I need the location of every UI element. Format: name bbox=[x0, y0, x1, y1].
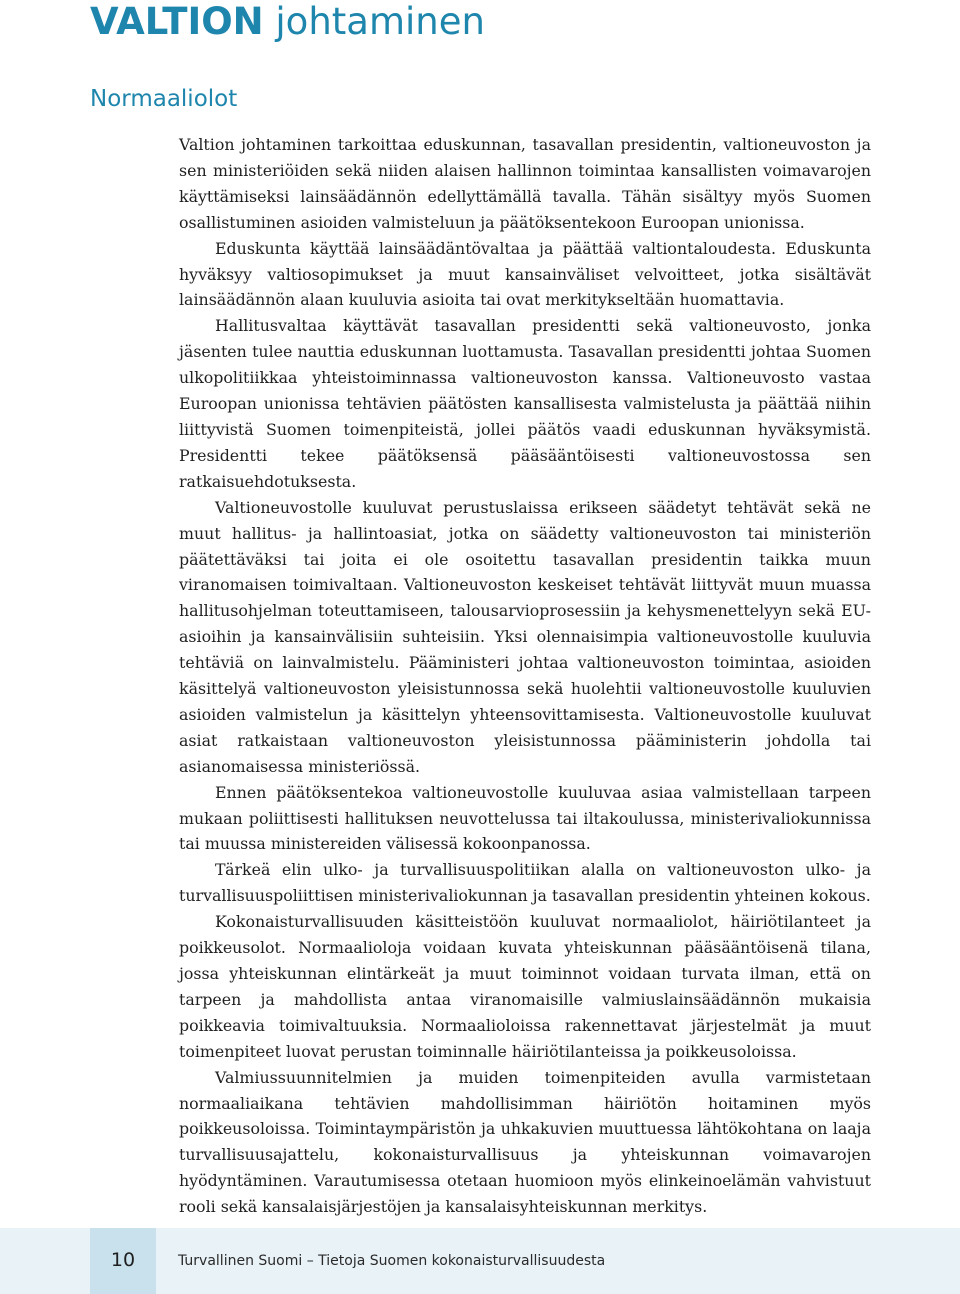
paragraph: Valtioneuvostolle kuuluvat perustuslaissa erikseen säädetyt tehtävät sekä ne muut hallitus- ja hallintoasiat, jotka on säädetty valtioneuvoston tai ministeriön päätettäväksi tai joita ei ole osoitettu tasavallan presidentin taikka muun viranomaisen toimivaltaan. Valtioneuvoston keskeiset tehtävät liittyvät muun muassa hallitusohjelman toteuttamiseen, talousarvioprosessiin ja kehysmenettelyyn sekä EU-asioihin ja kansainvälisiin suhteisiin. Yksi olennaisimpia valtioneuvostolle kuuluvia tehtäviä on lainvalmistelu. Pääministeri johtaa valtioneuvoston toimintaa, asioiden käsittelyä valtioneuvoston yleisistunnossa sekä huolehtii valtioneuvostolle kuuluvien asioiden valmistelun ja käsittelyn yhteensovittamisesta. Valtioneuvostolle kuuluvat asiat ratkaistaan valtioneuvoston yleisistunnossa pääministerin johdolla tai asianomaisessa ministeriössä. bbox=[179, 497, 871, 776]
paragraph: Ennen päätöksentekoa valtioneuvostolle kuuluvaa asiaa valmistellaan tarpeen mukaan poliittisesti hallituksen neuvottelussa tai iltakoulussa, ministerivaliokunnissa tai muussa ministereiden välisessä kokoonpanossa. bbox=[179, 782, 871, 854]
paragraph: Eduskunta käyttää lainsäädäntövaltaa ja päättää valtiontaloudesta. Eduskunta hyväksyy valtiosopimukset ja muut kansainväliset velvoitteet, jotka sisältävät lainsäädännön alaan kuuluvia asioita tai ovat merkitykseltään huomattavia. bbox=[179, 238, 871, 310]
page-title bbox=[90, 0, 485, 44]
title-bold-part: VALTION bbox=[90, 0, 264, 43]
paragraph: Hallitusvaltaa käyttävät tasavallan presidentti sekä valtioneuvosto, jonka jäsenten tulee nauttia eduskunnan luottamusta. Tasavallan presidentti johtaa Suomen ulkopolitiikkaa yhteistoiminnassa valtioneuvoston kanssa. Valtioneuvosto vastaa Euroopan unionissa tehtävien päätösten kansallisesta valmistelusta ja päättää niihin liittyvistä Suomen toimenpiteistä, jollei päätös vaadi eduskunnan hyväksymistä. Presidentti tekee päätöksensä pääsääntöisesti valtioneuvostossa sen ratkaisuehdotuksesta. bbox=[179, 316, 871, 491]
footer-publication-title: Turvallinen Suomi – Tietoja Suomen kokonaisturvallisuudesta bbox=[178, 1253, 606, 1269]
paragraph: Tärkeä elin ulko- ja turvallisuuspolitiikan alalla on valtioneuvoston ulko- ja turvallisuuspoliittisen ministerivaliokunnan ja tasavallan presidentin yhteinen kokous. bbox=[179, 860, 871, 906]
paragraph: Valmiussuunnitelmien ja muiden toimenpiteiden avulla varmistetaan normaaliaikana tehtävien mahdollisimman häiriötön hoitaminen myös poikkeusoloissa. Toimintaympäristön ja uhkakuvien muuttuessa lähtökohtana on laaja turvallisuusajattelu, kokonaisturvallisuus ja yhteiskunnan voimavarojen hyödyntäminen. Varautumisessa otetaan huomioon myös elinkeinoelämän vahvistuut rooli sekä kansalaisjärjestöjen ja kansalaisyhteiskunnan merkitys. bbox=[179, 1067, 871, 1217]
title-light-part: johtaminen bbox=[275, 0, 485, 43]
page-number: 10 bbox=[110, 1249, 136, 1271]
paragraph: Kokonaisturvallisuuden käsitteistöön kuuluvat normaaliolot, häiriötilanteet ja poikkeusolot. Normaalioloja voidaan kuvata yhteiskunnan pääsääntöisenä tilana, jossa yhteiskunnan elintärkeät ja muut toiminnot voidaan turvata ilman, että on tarpeen ja mahdollista antaa viranomaisille valmiuslainsäädännön mukaisia poikkeavia toimivaltuuksia. Normaalioloissa rakennettavat järjestelmät ja muut toimenpiteet luovat perustan toiminnalle häiriötilanteissa ja poikkeusoloissa. bbox=[179, 912, 871, 1061]
paragraph: Valtion johtaminen tarkoittaa eduskunnan, tasavallan presidentin, valtioneuvoston ja sen ministeriöiden sekä niiden alaisen hallinnon toimintaa kansallisten voimavarojen käyttämiseksi lainsäädännön edellyttämällä tavalla. Tähän sisältyy myös Suomen osallistuminen asioiden valmisteluun ja päätöksentekoon Euroopan unionissa. bbox=[179, 135, 871, 232]
body-text bbox=[179, 132, 871, 1220]
section-subtitle: Normaaliolot bbox=[90, 86, 238, 112]
